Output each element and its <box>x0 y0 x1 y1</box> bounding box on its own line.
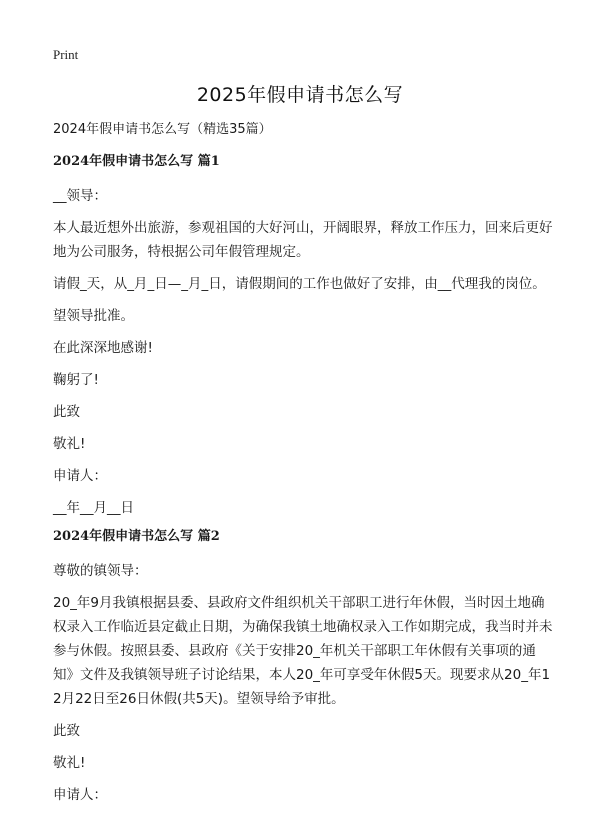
paragraph-1-4: 在此深深地感谢! <box>53 340 153 356</box>
regards-2: 敬礼! <box>53 755 86 771</box>
paragraph-1-3: 望领导批准。 <box>53 308 134 324</box>
applicant-label-1: 申请人： <box>53 468 107 484</box>
paragraph-1-5: 鞠躬了! <box>53 372 99 388</box>
date-line-1: __年__月__日 <box>53 500 134 516</box>
document-title: 2025年假申请书怎么写 <box>196 84 404 106</box>
document-body <box>53 121 553 815</box>
salutation-2: 尊敬的镇领导： <box>53 563 148 579</box>
print-label: Print <box>53 47 79 62</box>
salutation-1: __领导： <box>53 188 107 204</box>
paragraph-1-1: 本人最近想外出旅游，参观祖国的大好河山，开阔眼界，释放工作压力，回来后更好地为公司服务，特根据公司年假管理规定。 <box>53 220 553 260</box>
section-heading-2: 2024年假申请书怎么写 篇2 <box>53 529 220 544</box>
closing-1: 此致 <box>53 404 80 420</box>
paragraph-2-1: 20_年9月我镇根据县委、县政府文件组织机关干部职工进行年休假，当时因土地确权录入工作临近县定截止日期，为确保我镇土地确权录入工作如期完成，我当时并未参与休假。按照县委、县政府《关于安排20_年机关干部职工年休假有关事项的通知》文件及我镇领导班子讨论结果，本人20_年可享受年休假5天。现要求从20_年12月22日至26日休假(共5天)。望领导给予审批。 <box>53 595 553 707</box>
closing-2: 此致 <box>53 723 80 739</box>
section-heading-1: 2024年假申请书怎么写 篇1 <box>53 154 220 169</box>
document-subtitle: 2024年假申请书怎么写（精选35篇） <box>53 122 272 137</box>
applicant-label-2: 申请人： <box>53 787 107 803</box>
regards-1: 敬礼! <box>53 436 86 452</box>
paragraph-1-2: 请假_天，从_月_日—_月_日，请假期间的工作也做好了安排，由__代理我的岗位。 <box>53 276 546 292</box>
